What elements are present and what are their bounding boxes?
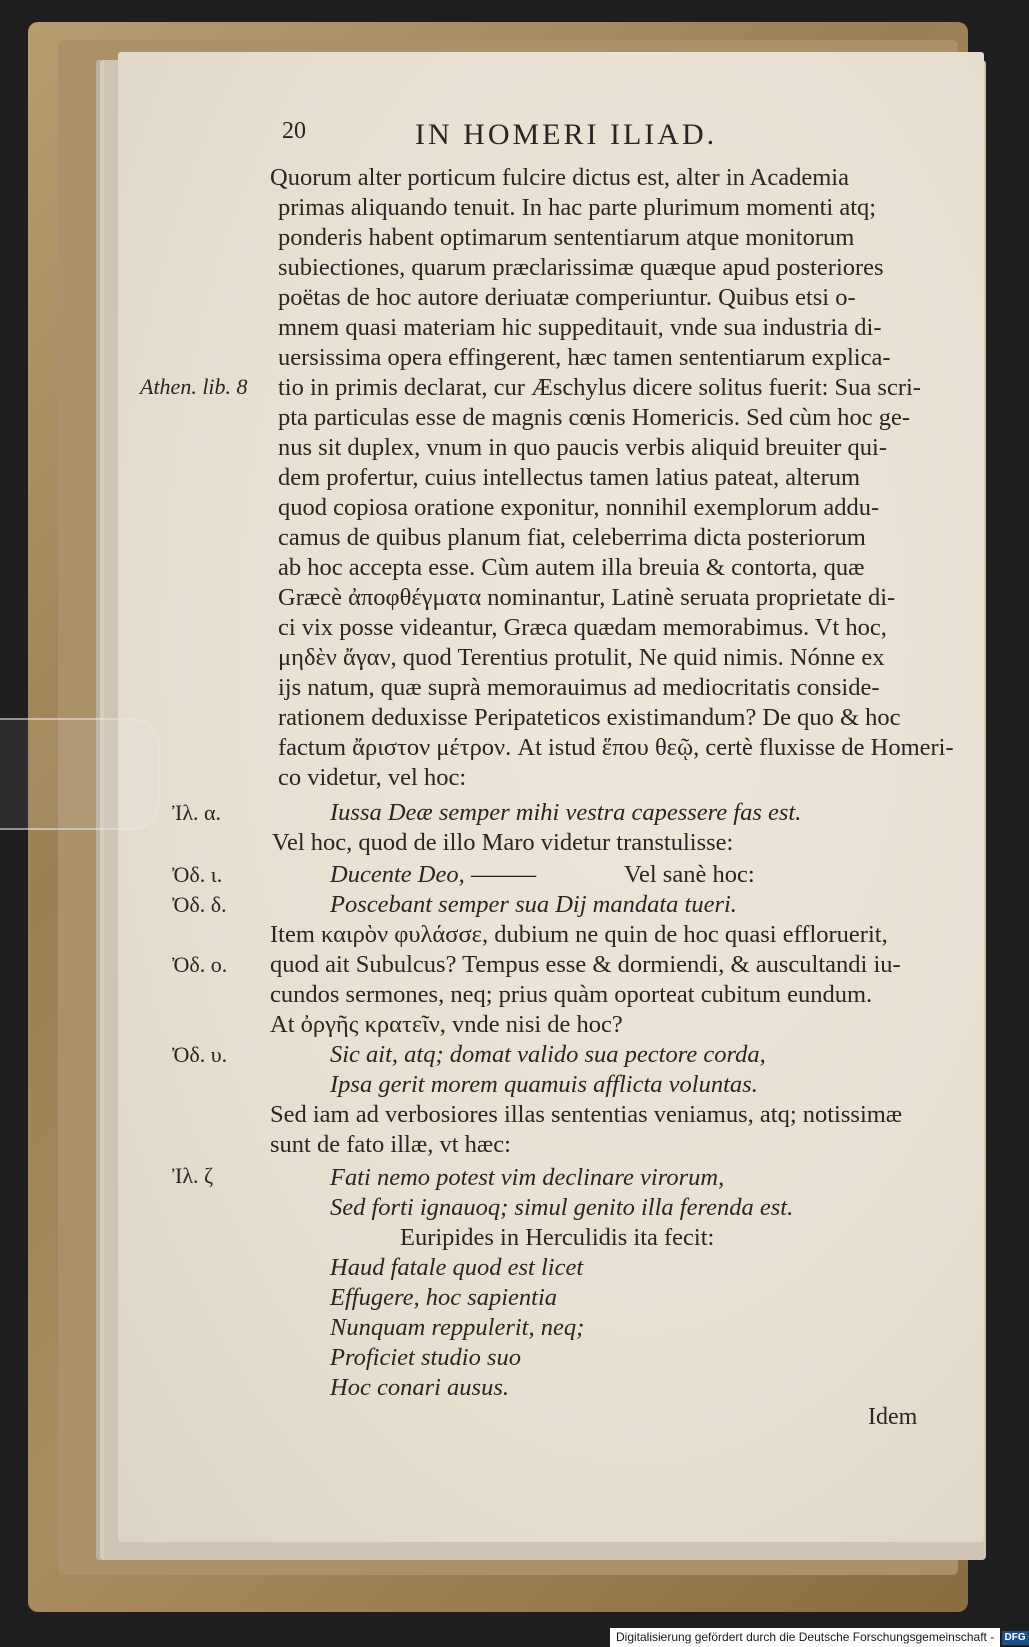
digitization-credit [610, 1628, 1026, 1647]
body-line: ijs natum, quæ suprà memorauimus ad mediocritatis conside- [278, 674, 880, 701]
body-line: dem profertur, cuius intellectus tamen latius pateat, alterum [278, 464, 861, 491]
verse-line: Fati nemo potest vim declinare virorum, [330, 1164, 725, 1191]
body-line: ci vix posse videantur, Græca quædam memorabimus. Vt hoc, [278, 614, 887, 641]
body-line: poëtas de hoc autore deriuatæ comperiuntur. Quibus etsi o- [278, 284, 856, 311]
margin-note-athen: Athen. lib. 8 [140, 374, 248, 399]
body-line: Græcè ἀποφθέγματα nominantur, Latinè seruata proprietate di- [278, 584, 896, 611]
body-line: camus de quibus planum fiat, celeberrima dicta posteriorum [278, 524, 866, 551]
margin-note-il-alpha: Ἰλ. α. [172, 800, 222, 825]
body-line: quod ait Subulcus? Tempus esse & dormiendi, & auscultandi iu- [270, 951, 901, 978]
verse-line: Effugere, hoc sapientia [330, 1284, 558, 1311]
body-line: rationem deduxisse Peripateticos existimandum? De quo & hoc [278, 704, 901, 731]
page-header [0, 118, 1000, 158]
margin-note-il-zeta: Ἰλ. ζ [172, 1163, 214, 1188]
body-line: primas aliquando tenuit. In hac parte plurimum momenti atq; [278, 194, 877, 221]
catchword: Idem [868, 1404, 918, 1430]
verse-line: Sic ait, atq; domat valido sua pectore corda, [330, 1041, 766, 1068]
body-line: ab hoc accepta esse. Cùm autem illa breuia & contorta, quæ [278, 554, 865, 581]
body-line: cundos sermones, neq; prius quàm oporteat cubitum eundum. [270, 981, 873, 1008]
body-line: μηδὲν ἄγαν, quod Terentius protulit, Ne quid nimis. Nónne ex [278, 644, 885, 671]
body-line: sunt de fato illæ, vt hæc: [270, 1131, 511, 1158]
dfg-logo-icon: DFG [1002, 1631, 1029, 1645]
body-line: subiectiones, quarum præclarissimæ quæque apud posteriores [278, 254, 884, 281]
body-line: tio in primis declarat, cur Æschylus dicere solitus fuerit: Sua scri- [278, 374, 921, 401]
body-line: nus sit duplex, vnum in quo paucis verbis aliquid breuiter qui- [278, 434, 888, 461]
margin-note-od-iota: Ὀδ. ι. [172, 862, 223, 887]
body-line: mnem quasi materiam hic suppeditauit, vnde sua industria di- [278, 314, 882, 341]
folio-number: 20 [282, 118, 306, 144]
body-line: uersissima opera effingerent, hæc tamen sententiarum explica- [278, 344, 891, 371]
verse-line: Poscebant semper sua Dij mandata tueri. [330, 891, 737, 918]
body-line: factum ἄριστον μέτρον. At istud ἕπου θεῷ, certè fluxisse de Homeri- [278, 734, 954, 761]
body-line: Sed iam ad verbosiores illas sententias veniamus, atq; notissimæ [270, 1101, 903, 1128]
margin-note-od-delta: Ὀδ. δ. [172, 892, 227, 917]
body-line: At ὀργῆς κρατεῖν, vnde nisi de hoc? [270, 1011, 623, 1038]
body-line: pta particulas esse de magnis cœnis Homericis. Sed cùm hoc ge- [278, 404, 911, 431]
verse-line: Sed forti ignauoq; simul genito illa ferenda est. [330, 1194, 794, 1221]
body-line: Vel sanè hoc: [624, 861, 755, 888]
body-line: Item καιρὸν φυλάσσε, dubium ne quin de hoc quasi effloruerit, [270, 921, 888, 948]
body-line: Quorum alter porticum fulcire dictus est, alter in Academia [270, 164, 849, 191]
verse-line: Proficiet studio suo [330, 1344, 521, 1371]
verse-line: Haud fatale quod est licet [330, 1254, 584, 1281]
verse-line: Ducente Deo, ——— [330, 861, 537, 888]
body-line: co videtur, vel hoc: [278, 764, 467, 791]
credit-text: Digitalisierung gefördert durch die Deutsche Forschungsgemeinschaft - [616, 1630, 995, 1644]
margin-note-od-upsilon: Ὀδ. υ. [172, 1042, 228, 1067]
body-line: Vel hoc, quod de illo Maro videtur transtulisse: [272, 829, 734, 856]
verse-line: Ipsa gerit morem quamuis afflicta voluntas. [330, 1071, 758, 1098]
body-line: ponderis habent optimarum sententiarum atque monitorum [278, 224, 855, 251]
verse-line: Iussa Deæ semper mihi vestra capessere fas est. [330, 799, 802, 826]
running-title: IN HOMERI ILIAD. [415, 118, 718, 151]
verse-line: Nunquam reppulerit, neq; [330, 1314, 585, 1341]
margin-note-od-omicron: Ὀδ. ο. [172, 952, 228, 977]
page-clip [0, 718, 160, 830]
verse-line: Hoc conari ausus. [330, 1374, 509, 1401]
body-line: quod copiosa oratione exponitur, nonnihil exemplorum addu- [278, 494, 880, 521]
body-line: Euripides in Herculidis ita fecit: [400, 1224, 715, 1251]
